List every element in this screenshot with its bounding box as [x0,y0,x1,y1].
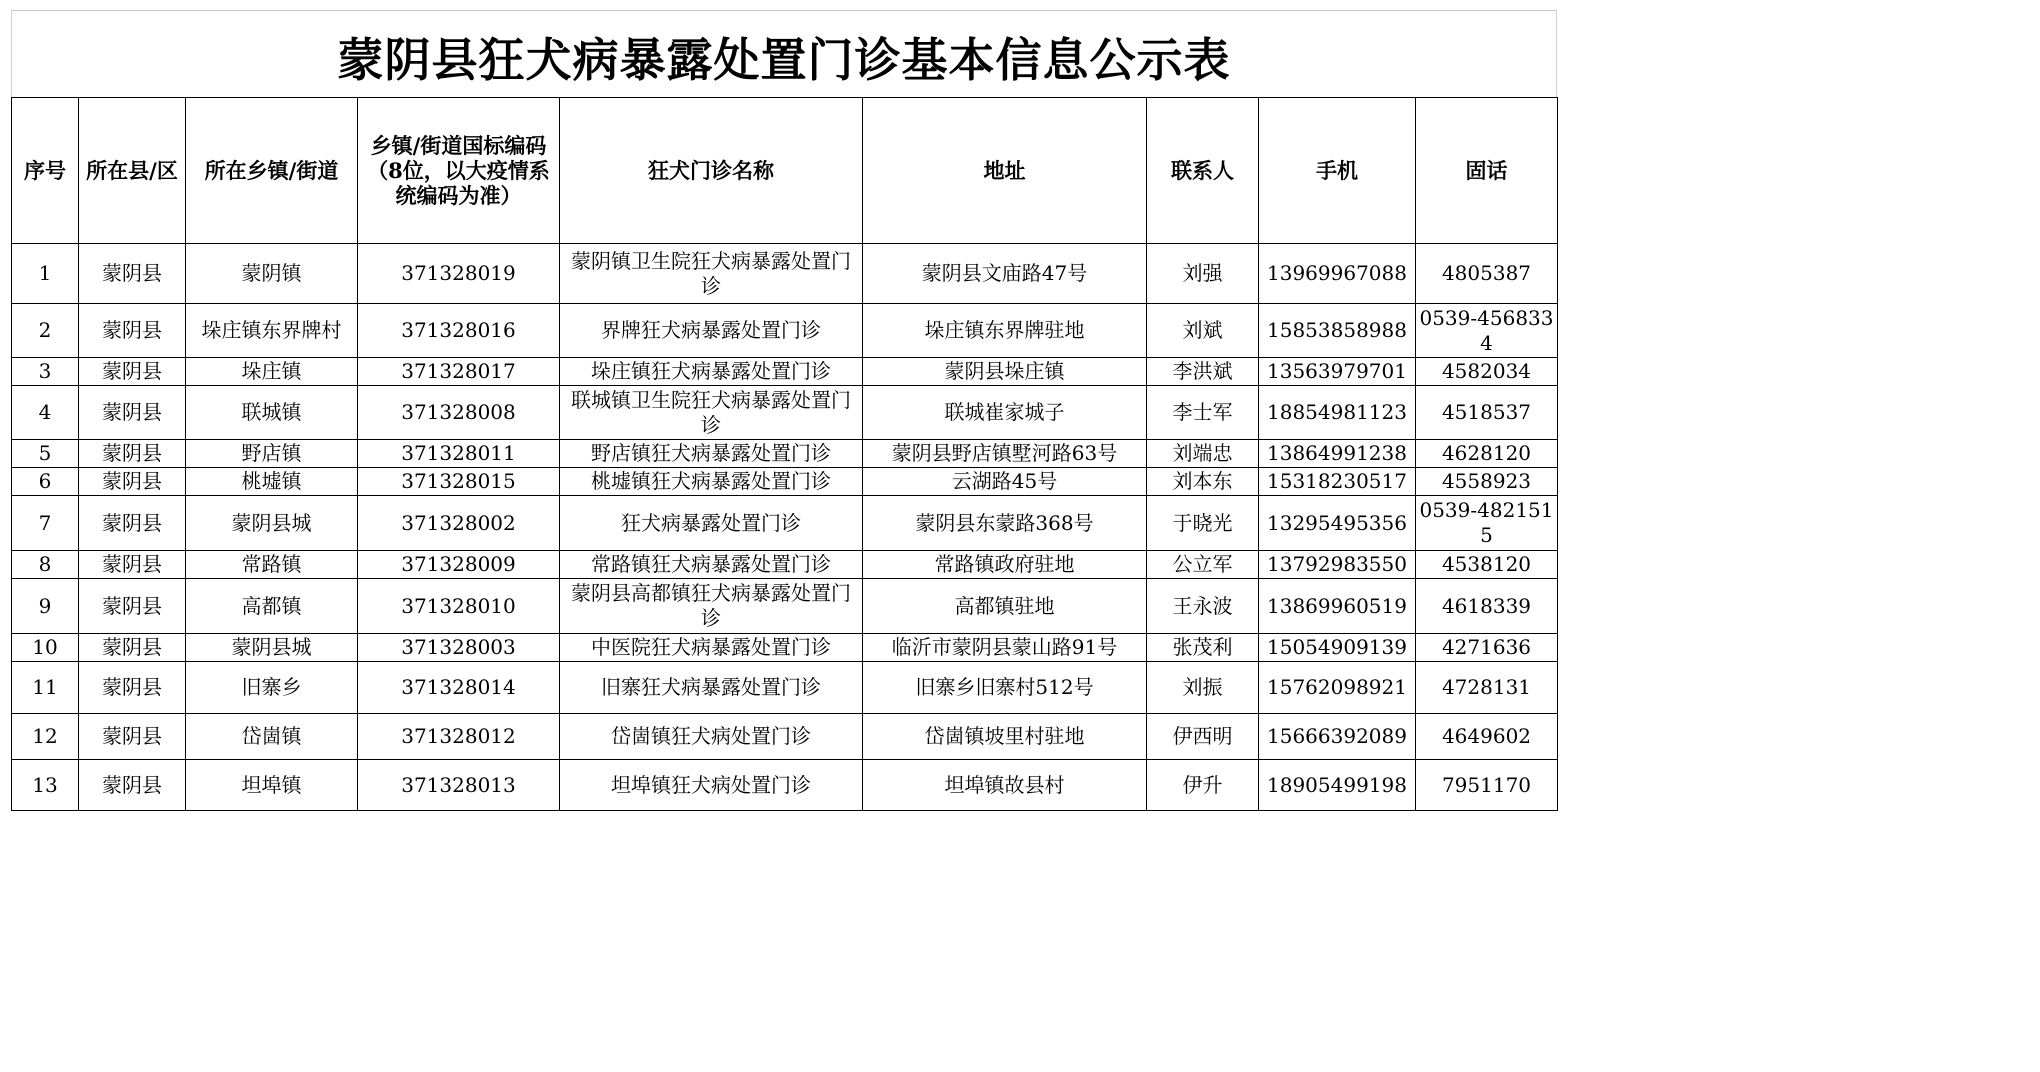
cell-contact: 公立军 [1147,551,1259,579]
cell-address: 临沂市蒙阴县蒙山路91号 [863,634,1147,662]
cell-code: 371328013 [358,760,560,811]
cell-mobile: 18905499198 [1259,760,1416,811]
cell-index: 10 [12,634,79,662]
table-row [12,714,1558,760]
cell-contact: 刘本东 [1147,468,1259,496]
cell-code: 371328009 [358,551,560,579]
table-row [12,358,1558,386]
table-row [12,579,1558,634]
cell-code: 371328010 [358,579,560,634]
page-title: 蒙阴县狂犬病暴露处置门诊基本信息公示表 [11,11,1557,97]
header-cell-town: 所在乡镇/街道 [186,98,358,244]
cell-landline: 4518537 [1416,386,1558,440]
cell-index: 7 [12,496,79,551]
cell-mobile: 13792983550 [1259,551,1416,579]
cell-town: 旧寨乡 [186,662,358,714]
cell-contact: 王永波 [1147,579,1259,634]
cell-county: 蒙阴县 [79,468,186,496]
cell-county: 蒙阴县 [79,714,186,760]
cell-contact: 刘斌 [1147,304,1259,358]
cell-code: 371328016 [358,304,560,358]
spreadsheet [11,10,1557,811]
cell-landline: 4649602 [1416,714,1558,760]
header-cell-code: 乡镇/街道国标编码（8位，以大疫情系统编码为准） [358,98,560,244]
cell-address: 高都镇驻地 [863,579,1147,634]
cell-index: 1 [12,244,79,304]
header-cell-mobile: 手机 [1259,98,1416,244]
cell-clinic-name: 中医院狂犬病暴露处置门诊 [560,634,863,662]
cell-address: 坦埠镇故县村 [863,760,1147,811]
cell-address: 云湖路45号 [863,468,1147,496]
cell-mobile: 15762098921 [1259,662,1416,714]
cell-county: 蒙阴县 [79,551,186,579]
cell-index: 9 [12,579,79,634]
cell-town: 蒙阴县城 [186,634,358,662]
cell-landline: 4271636 [1416,634,1558,662]
cell-county: 蒙阴县 [79,496,186,551]
table-row [12,386,1558,440]
cell-clinic-name: 联城镇卫生院狂犬病暴露处置门诊 [560,386,863,440]
cell-landline: 4558923 [1416,468,1558,496]
cell-address: 旧寨乡旧寨村512号 [863,662,1147,714]
header-row [12,98,1558,244]
cell-code: 371328003 [358,634,560,662]
cell-county: 蒙阴县 [79,304,186,358]
table-row [12,634,1558,662]
cell-contact: 伊西明 [1147,714,1259,760]
cell-county: 蒙阴县 [79,662,186,714]
cell-clinic-name: 狂犬病暴露处置门诊 [560,496,863,551]
header-cell-index: 序号 [12,98,79,244]
cell-landline: 4628120 [1416,440,1558,468]
cell-mobile: 15853858988 [1259,304,1416,358]
cell-town: 垛庄镇东界牌村 [186,304,358,358]
cell-index: 11 [12,662,79,714]
header-cell-contact: 联系人 [1147,98,1259,244]
table-row [12,760,1558,811]
cell-clinic-name: 蒙阴镇卫生院狂犬病暴露处置门诊 [560,244,863,304]
clinic-table [11,97,1558,811]
cell-index: 3 [12,358,79,386]
cell-clinic-name: 桃墟镇狂犬病暴露处置门诊 [560,468,863,496]
table-row [12,496,1558,551]
cell-address: 蒙阴县野店镇墅河路63号 [863,440,1147,468]
cell-clinic-name: 旧寨狂犬病暴露处置门诊 [560,662,863,714]
cell-county: 蒙阴县 [79,386,186,440]
cell-county: 蒙阴县 [79,579,186,634]
cell-town: 野店镇 [186,440,358,468]
cell-address: 岱崮镇坡里村驻地 [863,714,1147,760]
cell-mobile: 13295495356 [1259,496,1416,551]
table-row [12,662,1558,714]
cell-address: 蒙阴县文庙路47号 [863,244,1147,304]
table-row [12,551,1558,579]
cell-contact: 刘振 [1147,662,1259,714]
cell-county: 蒙阴县 [79,358,186,386]
cell-county: 蒙阴县 [79,634,186,662]
cell-landline: 4582034 [1416,358,1558,386]
cell-address: 蒙阴县东蒙路368号 [863,496,1147,551]
cell-town: 常路镇 [186,551,358,579]
cell-address: 垛庄镇东界牌驻地 [863,304,1147,358]
cell-town: 蒙阴镇 [186,244,358,304]
cell-address: 蒙阴县垛庄镇 [863,358,1147,386]
cell-clinic-name: 蒙阴县高都镇狂犬病暴露处置门诊 [560,579,863,634]
table-row [12,440,1558,468]
cell-code: 371328015 [358,468,560,496]
cell-contact: 刘强 [1147,244,1259,304]
cell-landline: 0539-4821515 [1416,496,1558,551]
cell-town: 岱崮镇 [186,714,358,760]
table-row [12,468,1558,496]
cell-code: 371328011 [358,440,560,468]
cell-code: 371328012 [358,714,560,760]
cell-mobile: 13969967088 [1259,244,1416,304]
cell-clinic-name: 常路镇狂犬病暴露处置门诊 [560,551,863,579]
cell-county: 蒙阴县 [79,440,186,468]
cell-mobile: 13869960519 [1259,579,1416,634]
cell-mobile: 15054909139 [1259,634,1416,662]
cell-town: 蒙阴县城 [186,496,358,551]
cell-code: 371328014 [358,662,560,714]
header-cell-landline: 固话 [1416,98,1558,244]
cell-address: 常路镇政府驻地 [863,551,1147,579]
cell-contact: 伊升 [1147,760,1259,811]
cell-county: 蒙阴县 [79,244,186,304]
cell-town: 坦埠镇 [186,760,358,811]
cell-town: 垛庄镇 [186,358,358,386]
cell-contact: 于晓光 [1147,496,1259,551]
cell-code: 371328002 [358,496,560,551]
cell-index: 5 [12,440,79,468]
cell-clinic-name: 垛庄镇狂犬病暴露处置门诊 [560,358,863,386]
cell-mobile: 13864991238 [1259,440,1416,468]
cell-address: 联城崔家城子 [863,386,1147,440]
cell-index: 12 [12,714,79,760]
cell-contact: 张茂利 [1147,634,1259,662]
cell-landline: 4805387 [1416,244,1558,304]
cell-landline: 7951170 [1416,760,1558,811]
cell-clinic-name: 坦埠镇狂犬病处置门诊 [560,760,863,811]
cell-contact: 李士军 [1147,386,1259,440]
cell-mobile: 13563979701 [1259,358,1416,386]
table-row [12,304,1558,358]
cell-mobile: 15666392089 [1259,714,1416,760]
cell-clinic-name: 野店镇狂犬病暴露处置门诊 [560,440,863,468]
cell-county: 蒙阴县 [79,760,186,811]
cell-code: 371328019 [358,244,560,304]
cell-mobile: 18854981123 [1259,386,1416,440]
cell-code: 371328017 [358,358,560,386]
header-cell-county: 所在县/区 [79,98,186,244]
cell-index: 2 [12,304,79,358]
cell-mobile: 15318230517 [1259,468,1416,496]
cell-landline: 0539-4568334 [1416,304,1558,358]
cell-index: 6 [12,468,79,496]
table-row [12,244,1558,304]
cell-index: 13 [12,760,79,811]
cell-landline: 4538120 [1416,551,1558,579]
cell-code: 371328008 [358,386,560,440]
cell-landline: 4618339 [1416,579,1558,634]
header-cell-address: 地址 [863,98,1147,244]
cell-landline: 4728131 [1416,662,1558,714]
cell-town: 桃墟镇 [186,468,358,496]
cell-clinic-name: 界牌狂犬病暴露处置门诊 [560,304,863,358]
cell-clinic-name: 岱崮镇狂犬病处置门诊 [560,714,863,760]
cell-index: 8 [12,551,79,579]
cell-town: 高都镇 [186,579,358,634]
cell-contact: 李洪斌 [1147,358,1259,386]
header-cell-clinic-name: 狂犬门诊名称 [560,98,863,244]
cell-contact: 刘端忠 [1147,440,1259,468]
cell-town: 联城镇 [186,386,358,440]
cell-index: 4 [12,386,79,440]
